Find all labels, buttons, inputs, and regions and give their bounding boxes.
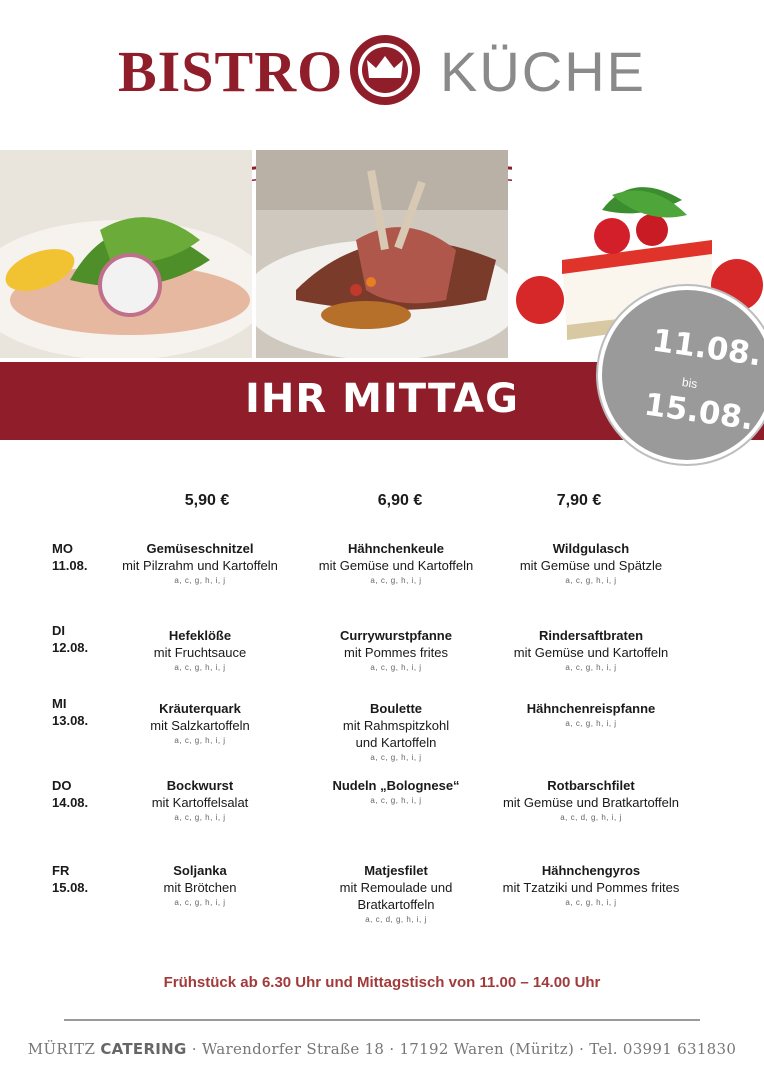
dish-mo-1: Gemüseschnitzel mit Pilzrahm und Kartoffeln a, c, g, h, i, j xyxy=(122,541,278,585)
menu-title: IHR MITTAG xyxy=(245,376,519,422)
day-label-fr: FR 15.08. xyxy=(52,863,89,895)
dish-fr-1: Soljanka mit Brötchen a, c, g, h, i, j xyxy=(163,863,237,907)
footer-divider xyxy=(64,1019,700,1021)
logo-bistro: BISTRO xyxy=(118,39,344,104)
photo-salad xyxy=(0,150,252,358)
day-label-do: DO 14.08. xyxy=(52,778,89,810)
date-from: 11.08. xyxy=(650,322,764,374)
footer-brand-light: MÜRITZ xyxy=(27,1040,96,1058)
day-label-di: DI 12.08. xyxy=(52,623,89,655)
dish-mo-3: Wildgulasch mit Gemüse und Spätzle a, c, g, h, i, j xyxy=(519,541,663,585)
dish-fr-2: Matjesfilet mit Remoulade und Bratkartoffeln a, c, d, g, h, i, j xyxy=(339,863,453,924)
opening-hours-note: Frühstück ab 6.30 Uhr und Mittagstisch von 11.00 – 14.00 Uhr xyxy=(163,974,601,991)
dish-mi-1: Kräuterquark mit Salzkartoffeln a, c, g, h, i, j xyxy=(150,701,250,745)
day-label-mi: MI 13.08. xyxy=(52,696,89,728)
crown-seal-icon xyxy=(347,32,423,108)
dish-mo-2: Hähnchenkeule mit Gemüse und Kartoffeln a, c, g, h, i, j xyxy=(318,541,474,585)
price-column-2: 6,90 € xyxy=(377,492,423,509)
date-badge xyxy=(598,286,764,464)
logo-kueche: KÜCHE xyxy=(440,40,647,103)
footer-address xyxy=(0,1040,764,1058)
date-separator: bis xyxy=(681,375,699,391)
day-label-mo: MO 11.08. xyxy=(52,541,88,573)
footer-brand-bold: CATERING xyxy=(100,1040,187,1058)
footer-contact: · Warendorfer Straße 18 · 17192 Waren (Müritz) · Tel. 03991 631830 xyxy=(191,1040,737,1058)
dish-di-3: Rindersaftbraten mit Gemüse und Kartoffeln a, c, g, h, i, j xyxy=(513,628,669,672)
dish-do-1: Bockwurst mit Kartoffelsalat a, c, g, h, i, j xyxy=(151,778,249,822)
date-to: 15.08. xyxy=(642,386,756,438)
photo-lamb xyxy=(256,150,508,358)
dish-di-2: Currywurstpfanne mit Pommes frites a, c, g, h, i, j xyxy=(340,628,452,672)
dish-di-1: Hefeklöße mit Fruchtsauce a, c, g, h, i, j xyxy=(153,628,247,672)
price-column-3: 7,90 € xyxy=(556,492,602,509)
price-column-1: 5,90 € xyxy=(184,492,230,509)
logo xyxy=(0,28,764,118)
dish-do-3: Rotbarschfilet mit Gemüse und Bratkartoffeln a, c, d, g, h, i, j xyxy=(502,778,680,822)
dish-mi-3: Hähnchenreispfanne a, c, g, h, i, j xyxy=(526,701,656,728)
dish-fr-3: Hähnchengyros mit Tzatziki und Pommes frites a, c, g, h, i, j xyxy=(502,863,680,907)
dish-mi-2: Boulette mit Rahmspitzkohl und Kartoffeln a, c, g, h, i, j xyxy=(342,701,450,762)
dish-do-2: Nudeln „Bolognese“ a, c, g, h, i, j xyxy=(332,778,460,805)
